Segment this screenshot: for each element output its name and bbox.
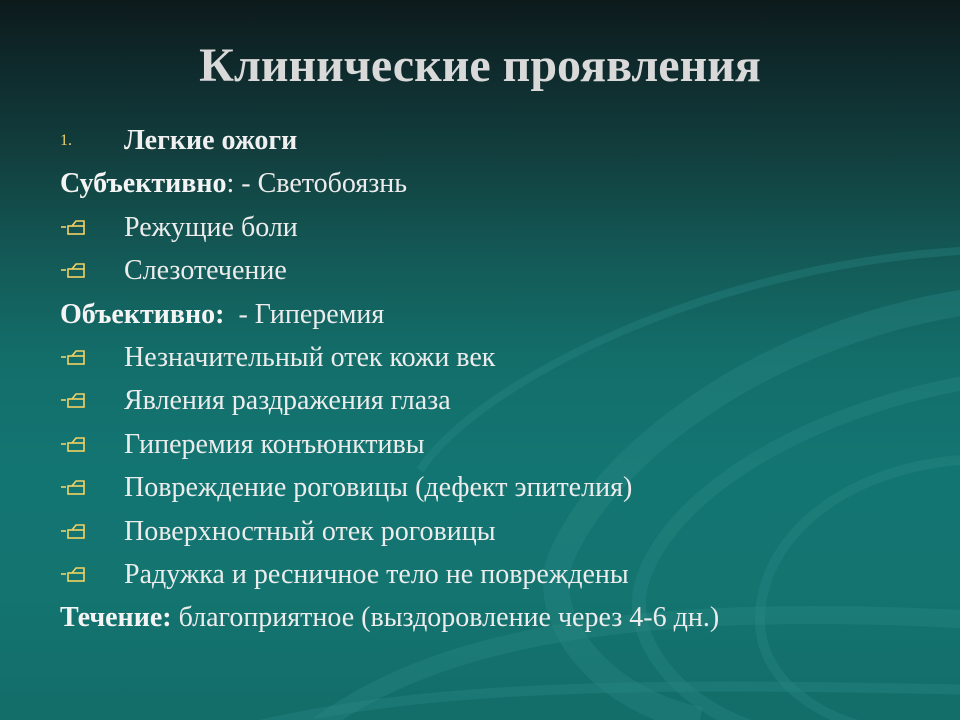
list-item-text: Режущие боли [124, 211, 298, 243]
slide-title: Клинические проявления [199, 39, 761, 92]
folder-bullet-icon [60, 349, 86, 365]
folder-bullet-icon [60, 479, 86, 495]
list-item [60, 249, 950, 292]
list-item-labeled [60, 293, 950, 336]
folder-bullet-icon [60, 566, 86, 582]
list-item-text: : - Светобоязнь [226, 168, 408, 200]
list-item-label: Субъективно [60, 168, 227, 200]
list-item-text: Явления раздражения глаза [124, 385, 451, 417]
list-item-text: Гиперемия конъюнктивы [124, 428, 425, 460]
folder-bullet-icon [60, 523, 86, 539]
list-item-text: Повреждение роговицы (дефект эпителия) [124, 472, 633, 504]
list-item [60, 336, 950, 379]
folder-bullet-icon [60, 219, 86, 235]
list-item-text: благоприятное (выздоровление через 4-6 дн.) [171, 602, 720, 634]
list-item-text: Радужка и ресничное тело не повреждены [124, 558, 629, 590]
list-item-text: Слезотечение [124, 255, 287, 287]
list-item-labeled [60, 162, 950, 205]
folder-bullet-icon [60, 436, 86, 452]
list-item-text: - Гиперемия [224, 298, 385, 330]
list-item-text: Поверхностный отек роговицы [124, 515, 496, 547]
list-item [60, 379, 950, 422]
folder-bullet-icon [60, 392, 86, 408]
list-item-label: Объективно: [60, 298, 225, 330]
list-item [60, 510, 950, 553]
slide-content [60, 119, 950, 640]
list-item [60, 206, 950, 249]
folder-bullet-icon [60, 262, 86, 278]
list-item-numbered [60, 119, 950, 162]
list-item-label: Течение: [60, 602, 172, 634]
list-number: 1. [60, 132, 72, 149]
list-item [60, 423, 950, 466]
list-item-text: Незначительный отек кожи век [124, 341, 496, 373]
list-item [60, 553, 950, 596]
list-item-text: Легкие ожоги [124, 125, 298, 156]
list-item-labeled [60, 596, 950, 639]
list-item [60, 466, 950, 509]
